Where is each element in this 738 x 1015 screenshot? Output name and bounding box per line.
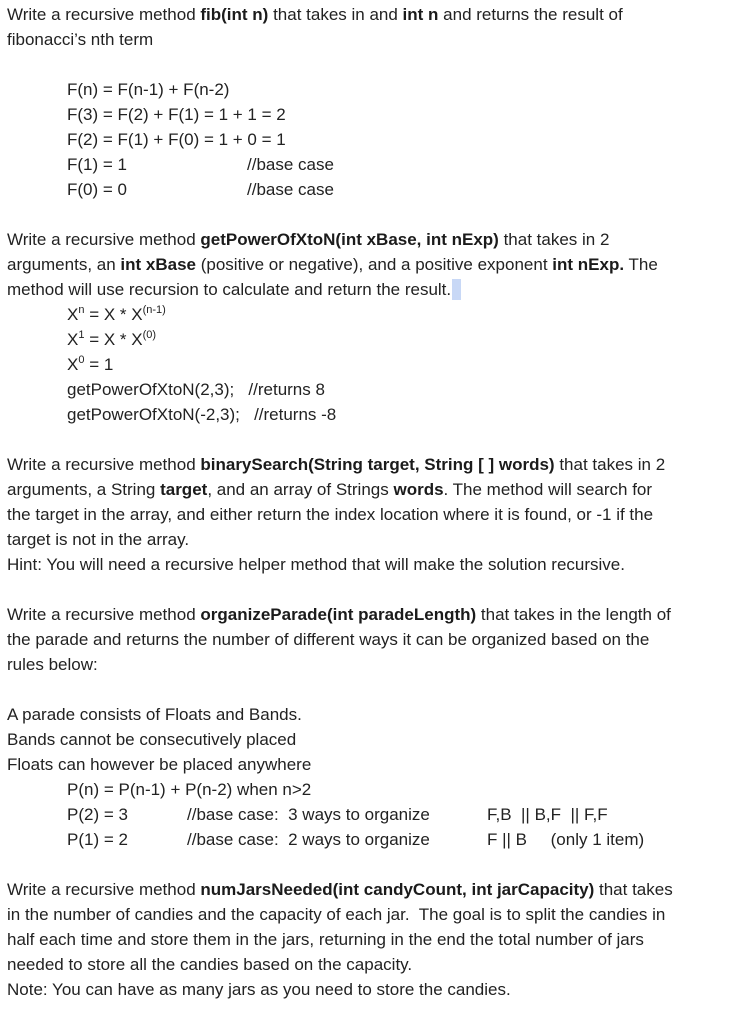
- q2-line-2: arguments, an int xBase (positive or negative), and a positive exponent int nExp. The: [7, 255, 658, 274]
- q5-line-2: in the number of candies and the capacity of each jar. The goal is to split the candies in: [7, 905, 666, 924]
- q1-line-2: fibonacci’s nth term: [7, 30, 154, 49]
- rule-line: Floats can however be placed anywhere: [7, 755, 312, 774]
- code-comment: //base case: [247, 155, 334, 174]
- blank-line: [7, 52, 732, 77]
- method-signature: organizeParade(int paradeLength): [200, 605, 477, 624]
- method-signature: fib(int n): [200, 5, 269, 24]
- q5-line-3: half each time and store them in the jars, returning in the end the total number of jars: [7, 930, 644, 949]
- q3-line-1: Write a recursive method binarySearch(String target, String [ ] words) that takes in 2: [7, 455, 666, 474]
- param-highlight: words: [393, 480, 444, 499]
- base-case-line: F(1) = 1 //base case: [67, 155, 334, 174]
- param-highlight: int xBase: [120, 255, 196, 274]
- blank-line: [7, 677, 732, 702]
- method-signature: numJarsNeeded(int candyCount, int jarCapacity): [200, 880, 595, 899]
- base-case-line: F(0) = 0 //base case: [67, 180, 334, 199]
- formula-line: F(n) = F(n-1) + F(n-2): [67, 80, 230, 99]
- q2-line-3[interactable]: method will use recursion to calculate and return the result.: [7, 277, 732, 302]
- code-comment: //base case: 2 ways to organize: [187, 830, 430, 849]
- organize-ways: F || B (only 1 item): [487, 830, 645, 849]
- question-power: [7, 227, 732, 427]
- question-organize-parade: [7, 602, 732, 852]
- blank-line: [7, 852, 732, 877]
- formula-line: P(n) = P(n-1) + P(n-2) when n>2: [67, 780, 312, 799]
- example-call: getPowerOfXtoN(-2,3); //returns -8: [67, 405, 337, 424]
- formula-line: F(2) = F(1) + F(0) = 1 + 0 = 1: [67, 130, 286, 149]
- q1-line-1: Write a recursive method fib(int n) that takes in and int n and returns the result of: [7, 5, 623, 24]
- q4-line-2: the parade and returns the number of different ways it can be organized based on the: [7, 630, 650, 649]
- note-line: Note: You can have as many jars as you need to store the candies.: [7, 980, 511, 999]
- code-comment: //base case: 3 ways to organize: [187, 805, 430, 824]
- q5-line-1: Write a recursive method numJarsNeeded(int candyCount, int jarCapacity) that takes: [7, 880, 673, 899]
- q4-line-3: rules below:: [7, 655, 98, 674]
- q3-line-4: target is not in the array.: [7, 530, 190, 549]
- blank-line: [7, 427, 732, 452]
- code-comment: //base case: [247, 180, 334, 199]
- param-highlight: int nExp.: [552, 255, 625, 274]
- question-fib: [7, 2, 732, 202]
- power-formula: $X^1 = X * X^{(0)}$: [67, 329, 157, 349]
- q3-line-2: arguments, a String target, and an array of Strings words. The method will search for: [7, 480, 653, 499]
- formula-line: F(3) = F(2) + F(1) = 1 + 1 = 2: [67, 105, 286, 124]
- q5-line-4: needed to store all the candies based on the capacity.: [7, 955, 413, 974]
- rule-line: A parade consists of Floats and Bands.: [7, 705, 302, 724]
- blank-line: [7, 202, 732, 227]
- q2-line-1: Write a recursive method getPowerOfXtoN(int xBase, int nExp) that takes in 2: [7, 230, 610, 249]
- q4-line-1: Write a recursive method organizeParade(int paradeLength) that takes in the length of: [7, 605, 671, 624]
- hint-line: Hint: You will need a recursive helper method that will make the solution recursive.: [7, 555, 625, 574]
- param-highlight: target: [160, 480, 208, 499]
- method-signature: getPowerOfXtoN(int xBase, int nExp): [200, 230, 499, 249]
- base-case-line: P(2) = 3 //base case: 3 ways to organize F,B || B,F || F,F: [7, 802, 732, 827]
- example-call: getPowerOfXtoN(2,3); //returns 8: [67, 380, 325, 399]
- param-highlight: int n: [402, 5, 439, 24]
- organize-ways: F,B || B,F || F,F: [487, 805, 608, 824]
- rule-line: Bands cannot be consecutively placed: [7, 730, 297, 749]
- power-formula: $X^0 = 1$: [67, 354, 114, 374]
- method-signature: binarySearch(String target, String [ ] words): [200, 455, 555, 474]
- document: [7, 2, 732, 1002]
- question-binary-search: [7, 452, 732, 577]
- q3-line-3: the target in the array, and either return the index location where it is found, or -1 if the: [7, 505, 654, 524]
- text-cursor-selection: [452, 279, 461, 300]
- blank-line: [7, 577, 732, 602]
- base-case-line: P(1) = 2 //base case: 2 ways to organize F || B (only 1 item): [7, 827, 732, 852]
- power-formula: $X^n = X * X^{(n-1)}$: [67, 304, 166, 324]
- question-num-jars: [7, 877, 732, 1002]
